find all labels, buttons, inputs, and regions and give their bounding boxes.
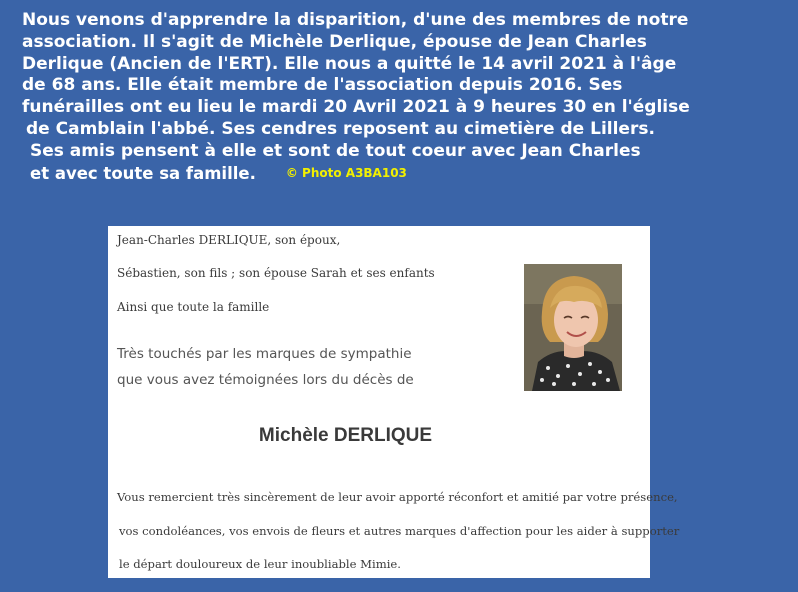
photo-credit: © Photo A3BA103 <box>285 165 407 180</box>
family-line-all: Ainsi que toute la famille <box>117 300 270 314</box>
announcement-line: et avec toute sa famille. <box>30 163 256 183</box>
touched-line-1: Très touchés par les marques de sympathie <box>117 346 412 362</box>
thanks-line-1: Vous remercient très sincèrement de leur avoir apporté réconfort et amitié par votre présence, <box>117 490 678 504</box>
announcement-line: Ses amis pensent à elle et sont de tout coeur avec Jean Charles <box>30 140 641 161</box>
thanks-line-3: le départ douloureux de leur inoubliable Mimie. <box>119 557 401 571</box>
thank-you-card <box>108 226 680 578</box>
portrait-illustration <box>524 264 622 391</box>
announcement-line: de Camblain l'abbé. Ses cendres reposent au cimetière de Lillers. <box>26 118 655 139</box>
announcement-line: funérailles ont eu lieu le mardi 20 Avril 2021 à 9 heures 30 en l'église <box>22 97 690 118</box>
thanks-line-2: vos condoléances, vos envois de fleurs et autres marques d'affection pour les aider à supporter <box>119 524 680 538</box>
portrait-photo <box>524 264 622 391</box>
announcement-line: Derlique (Ancien de l'ERT). Elle nous a quitté le 14 avril 2021 à l'âge <box>22 53 677 74</box>
announcement-text <box>22 10 782 184</box>
family-line-husband: Jean-Charles DERLIQUE, son époux, <box>117 233 341 247</box>
family-line-son: Sébastien, son fils ; son épouse Sarah et ses enfants <box>117 266 435 280</box>
touched-line-2: que vous avez témoignées lors du décès de <box>117 372 414 388</box>
announcement-line-last <box>22 163 782 185</box>
deceased-name: Michèle DERLIQUE <box>258 425 433 446</box>
announcement-line: de 68 ans. Elle était membre de l'association depuis 2016. Ses <box>22 75 623 96</box>
announcement-line: association. Il s'agit de Michèle Derlique, épouse de Jean Charles <box>22 31 647 52</box>
announcement-line: Nous venons d'apprendre la disparition, d'une des membres de notre <box>22 10 689 30</box>
